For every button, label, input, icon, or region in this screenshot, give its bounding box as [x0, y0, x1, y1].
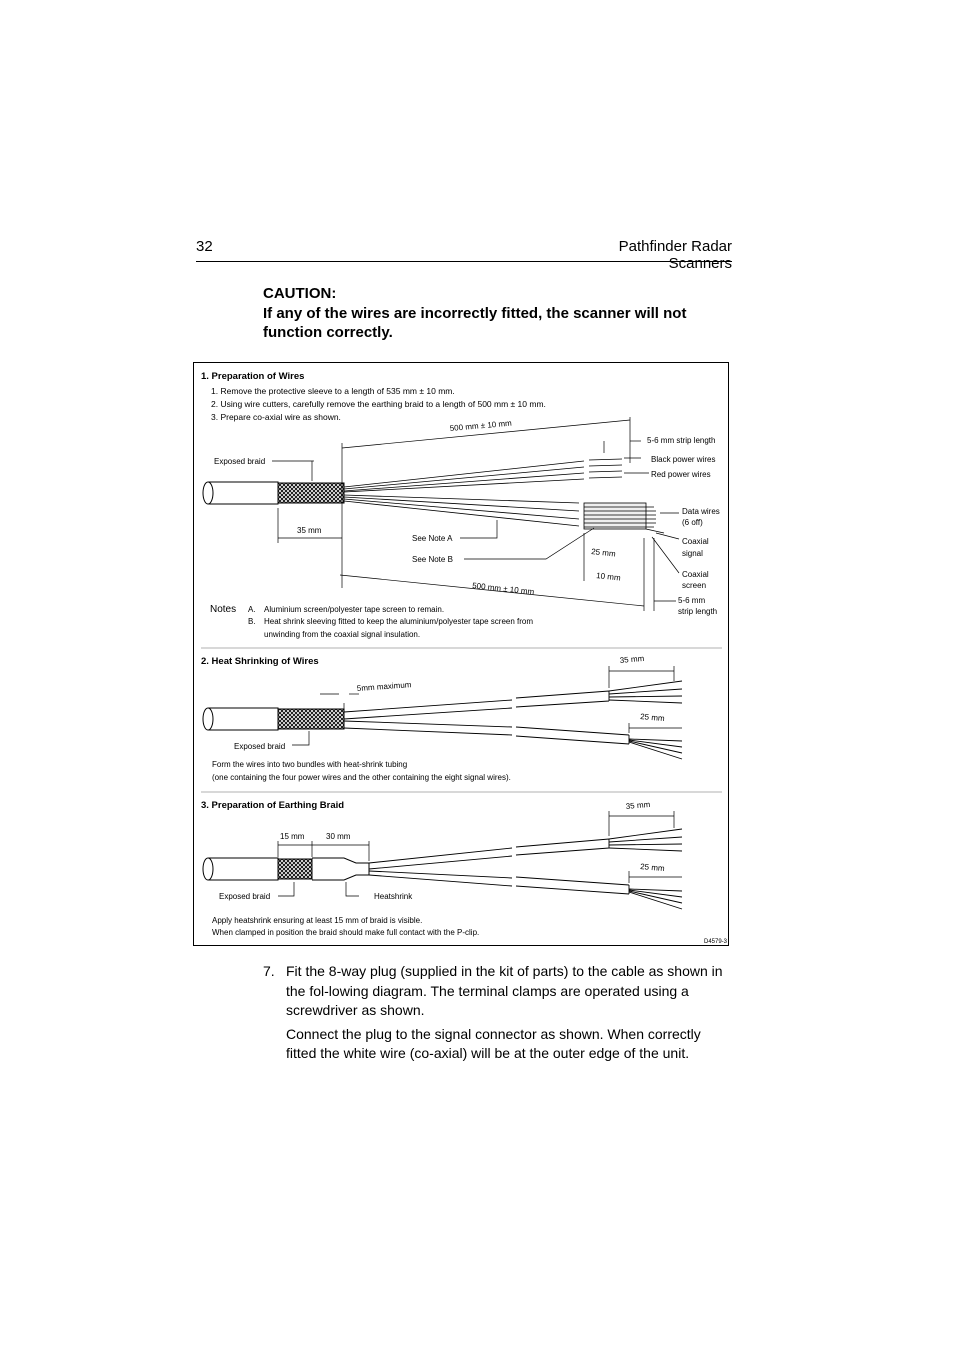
caution-heading: CAUTION: [263, 285, 337, 302]
length-25-label: 25 mm [639, 862, 665, 874]
running-header-title: Pathfinder Radar Scanners [618, 238, 732, 272]
note-key: B. [248, 617, 256, 626]
data-wires-count: (6 off) [682, 518, 703, 527]
length-30-label: 30 mm [326, 832, 351, 841]
note-text: unwinding from the coaxial signal insulation. [264, 630, 421, 639]
step-number: 7. [263, 963, 275, 979]
exposed-braid-2 [278, 709, 344, 729]
section2-title: 2. Heat Shrinking of Wires [201, 656, 319, 667]
strip-length-bottom-label: strip length [678, 607, 718, 616]
length-25-label: 25 mm [590, 547, 617, 559]
heatshrink-bundles-2 [344, 681, 682, 759]
note-text: Heat shrink sleeving fitted to keep the aluminium/polyester tape screen from [264, 617, 534, 626]
coax-screen-label: Coaxial [682, 570, 709, 579]
dimension-lines-2 [292, 666, 682, 745]
see-note-b-label: See Note B [412, 555, 453, 564]
coax-signal-label: Coaxial [682, 537, 709, 546]
heatshrink-label: Heatshrink [374, 892, 413, 901]
exposed-braid-label: Exposed braid [234, 742, 286, 751]
length-label: 500 mm ± 10 mm [471, 581, 535, 597]
see-note-a-label: See Note A [412, 534, 453, 543]
section1-title: 1. Preparation of Wires [201, 371, 305, 382]
fanned-wires [344, 459, 664, 533]
data-wires-label: Data wires [682, 507, 720, 516]
length-25-label: 25 mm [639, 712, 665, 724]
heatshrink-bundles-3 [369, 829, 682, 909]
notes-label: Notes [210, 604, 237, 615]
section1-step: 1. Remove the protective sleeve to a length of 535 mm ± 10 mm. [211, 386, 455, 396]
red-power-label: Red power wires [651, 470, 711, 479]
heatshrink-sleeve [312, 858, 369, 880]
step-7 [263, 962, 733, 1068]
section3-title: 3. Preparation of Earthing Braid [201, 800, 345, 811]
black-power-label: Black power wires [651, 455, 716, 464]
length-35-label: 35 mm [625, 799, 651, 811]
caution-block [263, 284, 733, 343]
length-10-label: 10 mm [595, 571, 622, 583]
section1-step: 3. Prepare co-axial wire as shown. [211, 412, 341, 422]
section2-caption: Form the wires into two bundles with heat-shrink tubing [212, 760, 408, 769]
max-length-label: 5mm maximum [356, 680, 412, 693]
page-number: 32 [196, 238, 213, 255]
step-paragraph: Connect the plug to the signal connector as shown. When correctly fitted the white wire (co-axial) will be at the outer edge of the unit. [286, 1025, 701, 1061]
coax-signal-label: signal [682, 549, 703, 558]
exposed-braid-label: Exposed braid [219, 892, 271, 901]
strip-length-bottom-label: 5-6 mm [678, 596, 706, 605]
figure-id: D4579-3 [704, 939, 728, 945]
strip-length-label: 5-6 mm strip length [647, 436, 716, 445]
exposed-braid-3 [278, 859, 312, 879]
wire-preparation-figure [193, 362, 729, 946]
cable-jacket [203, 708, 278, 730]
section3-caption: Apply heatshrink ensuring at least 15 mm of braid is visible. [212, 916, 423, 925]
section2-caption: (one containing the four power wires and the other containing the eight signal wires). [212, 773, 511, 782]
cable-jacket [203, 482, 278, 504]
section3-caption: When clamped in position the braid should make full contact with the P-clip. [212, 928, 480, 937]
braid-length-label: 35 mm [297, 526, 322, 535]
header-rule [196, 261, 732, 262]
length-35-label: 35 mm [619, 653, 645, 665]
exposed-braid-1 [278, 483, 344, 503]
length-label: 500 mm ± 10 mm [449, 418, 513, 433]
length-15-label: 15 mm [280, 832, 305, 841]
section1-step: 2. Using wire cutters, carefully remove the earthing braid to a length of 500 mm ± 10 mm. [211, 399, 546, 409]
caution-text: If any of the wires are incorrectly fitted, the scanner will not function correctly. [263, 304, 687, 341]
step-paragraph: Fit the 8-way plug (supplied in the kit of parts) to the cable as shown in the fol-lowing diagram. The terminal clamps are operated using a screwdriver as shown. [286, 963, 723, 1018]
coax-screen-label: screen [682, 581, 707, 590]
note-key: A. [248, 605, 256, 614]
note-text: Aluminium screen/polyester tape screen to remain. [264, 605, 445, 614]
cable-jacket [203, 858, 278, 880]
exposed-braid-label: Exposed braid [214, 457, 266, 466]
wire-diagram [194, 363, 728, 945]
